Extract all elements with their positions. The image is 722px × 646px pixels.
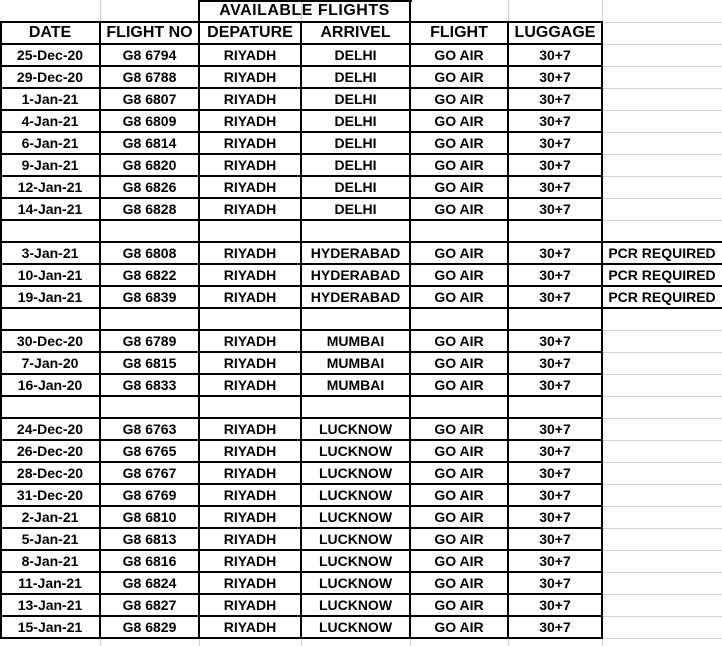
flight-no-cell[interactable]: G8 6810: [122, 509, 177, 525]
arrival-cell[interactable]: DELHI: [334, 157, 377, 173]
flight-no-cell[interactable]: G8 6829: [122, 619, 177, 635]
cell-border: [0, 396, 2, 418]
arrival-cell[interactable]: DELHI: [334, 179, 377, 195]
departure-cell[interactable]: RIYADH: [223, 113, 277, 129]
date-cell[interactable]: 25-Dec-20: [16, 47, 84, 63]
arrival-cell[interactable]: HYDERABAD: [310, 289, 401, 305]
cell-border: [198, 330, 200, 396]
flight-no-cell[interactable]: G8 6769: [122, 487, 177, 503]
date-cell[interactable]: 26-Dec-20: [16, 443, 84, 459]
luggage-cell[interactable]: 30+7: [539, 135, 571, 151]
cell-border: [99, 308, 101, 330]
cell-border: [0, 22, 2, 220]
date-cell[interactable]: 3-Jan-21: [21, 245, 79, 261]
cell-border: [198, 22, 200, 220]
arrival-cell[interactable]: LUCKNOW: [318, 465, 393, 481]
arrival-cell[interactable]: LUCKNOW: [318, 443, 393, 459]
flight-no-cell[interactable]: G8 6814: [122, 135, 177, 151]
flight-no-cell[interactable]: G8 6824: [122, 575, 177, 591]
cell-border: [0, 263, 722, 265]
cell-border: [300, 308, 302, 330]
arrival-cell[interactable]: LUCKNOW: [318, 553, 393, 569]
cell-border: [507, 330, 509, 396]
arrival-cell[interactable]: HYDERABAD: [310, 267, 401, 283]
date-cell[interactable]: 4-Jan-21: [21, 113, 79, 129]
arrival-cell[interactable]: HYDERABAD: [310, 245, 401, 261]
flight-no-cell[interactable]: G8 6808: [122, 245, 177, 261]
departure-cell[interactable]: RIYADH: [223, 553, 277, 569]
cell-border: [409, 0, 411, 22]
airline-cell[interactable]: GO AIR: [434, 619, 484, 635]
flight-no-cell[interactable]: G8 6813: [122, 531, 177, 547]
arrival-cell[interactable]: DELHI: [334, 113, 377, 129]
arrival-cell[interactable]: LUCKNOW: [318, 487, 393, 503]
departure-cell[interactable]: RIYADH: [223, 509, 277, 525]
date-cell[interactable]: 2-Jan-21: [21, 509, 79, 525]
departure-cell[interactable]: RIYADH: [223, 355, 277, 371]
cell-border: [300, 418, 302, 638]
cell-border: [409, 418, 411, 638]
cell-border: [199, 0, 412, 2]
column-header-date[interactable]: DATE: [28, 24, 72, 41]
arrival-cell[interactable]: MUMBAI: [326, 333, 385, 349]
arrival-cell[interactable]: DELHI: [334, 69, 377, 85]
arrival-cell[interactable]: MUMBAI: [326, 377, 385, 393]
column-header-departure[interactable]: DEPATURE: [207, 24, 293, 41]
departure-cell[interactable]: RIYADH: [223, 157, 277, 173]
date-cell[interactable]: 8-Jan-21: [21, 553, 79, 569]
airline-cell[interactable]: GO AIR: [434, 135, 484, 151]
luggage-cell[interactable]: 30+7: [539, 355, 571, 371]
column-header-luggage[interactable]: LUGGAGE: [514, 24, 596, 41]
date-cell[interactable]: 6-Jan-21: [21, 135, 79, 151]
departure-cell[interactable]: RIYADH: [223, 465, 277, 481]
cell-border: [0, 220, 2, 242]
departure-cell[interactable]: RIYADH: [223, 575, 277, 591]
airline-cell[interactable]: GO AIR: [434, 355, 484, 371]
cell-border: [99, 242, 101, 308]
flight-no-cell[interactable]: G8 6788: [122, 69, 177, 85]
luggage-cell[interactable]: 30+7: [539, 509, 571, 525]
arrival-cell[interactable]: MUMBAI: [326, 355, 385, 371]
airline-cell[interactable]: GO AIR: [434, 157, 484, 173]
cell-border: [409, 396, 411, 418]
date-cell[interactable]: 14-Jan-21: [17, 201, 83, 217]
flight-no-cell[interactable]: G8 6822: [122, 267, 177, 283]
date-cell[interactable]: 19-Jan-21: [17, 289, 83, 305]
arrival-cell[interactable]: LUCKNOW: [318, 421, 393, 437]
arrival-cell[interactable]: DELHI: [334, 47, 377, 63]
cell-border: [507, 396, 509, 418]
departure-cell[interactable]: RIYADH: [223, 597, 277, 613]
departure-cell[interactable]: RIYADH: [223, 619, 277, 635]
flight-no-cell[interactable]: G8 6765: [122, 443, 177, 459]
flight-no-cell[interactable]: G8 6828: [122, 201, 177, 217]
luggage-cell[interactable]: 30+7: [539, 575, 571, 591]
cell-border: [0, 241, 722, 243]
departure-cell[interactable]: RIYADH: [223, 69, 277, 85]
luggage-cell[interactable]: 30+7: [539, 289, 571, 305]
airline-cell[interactable]: GO AIR: [434, 465, 484, 481]
cell-border: [507, 308, 509, 330]
flight-no-cell[interactable]: G8 6826: [122, 179, 177, 195]
date-cell[interactable]: 30-Dec-20: [16, 333, 84, 349]
airline-cell[interactable]: GO AIR: [434, 553, 484, 569]
cell-border: [507, 22, 509, 220]
departure-cell[interactable]: RIYADH: [223, 201, 277, 217]
airline-cell[interactable]: GO AIR: [434, 421, 484, 437]
column-header-airline[interactable]: FLIGHT: [430, 24, 488, 41]
cell-border: [198, 220, 200, 242]
cell-border: [507, 220, 509, 242]
arrival-cell[interactable]: LUCKNOW: [318, 619, 393, 635]
date-cell[interactable]: 9-Jan-21: [21, 157, 79, 173]
luggage-cell[interactable]: 30+7: [539, 157, 571, 173]
departure-cell[interactable]: RIYADH: [223, 377, 277, 393]
date-cell[interactable]: 7-Jan-20: [21, 355, 79, 371]
cell-border: [198, 242, 200, 308]
luggage-cell[interactable]: 30+7: [539, 113, 571, 129]
airline-cell[interactable]: GO AIR: [434, 509, 484, 525]
departure-cell[interactable]: RIYADH: [223, 245, 277, 261]
cell-border: [300, 242, 302, 308]
cell-border: [601, 220, 603, 242]
departure-cell[interactable]: RIYADH: [223, 267, 277, 283]
luggage-cell[interactable]: 30+7: [539, 69, 571, 85]
cell-border: [0, 308, 2, 330]
note-cell[interactable]: PCR REQUIRED: [608, 267, 716, 283]
cell-border: [601, 22, 603, 220]
flight-no-cell[interactable]: G8 6767: [122, 465, 177, 481]
luggage-cell[interactable]: 30+7: [539, 333, 571, 349]
departure-cell[interactable]: RIYADH: [223, 443, 277, 459]
flight-no-cell[interactable]: G8 6794: [122, 47, 177, 63]
arrival-cell[interactable]: LUCKNOW: [318, 597, 393, 613]
luggage-cell[interactable]: 30+7: [539, 377, 571, 393]
departure-cell[interactable]: RIYADH: [223, 91, 277, 107]
note-cell[interactable]: PCR REQUIRED: [608, 289, 716, 305]
column-header-flight-no[interactable]: FLIGHT NO: [106, 24, 193, 41]
luggage-cell[interactable]: 30+7: [539, 531, 571, 547]
airline-cell[interactable]: GO AIR: [434, 487, 484, 503]
flight-no-cell[interactable]: G8 6820: [122, 157, 177, 173]
date-cell[interactable]: 12-Jan-21: [17, 179, 83, 195]
luggage-cell[interactable]: 30+7: [539, 597, 571, 613]
cell-border: [0, 285, 722, 287]
luggage-cell[interactable]: 30+7: [539, 465, 571, 481]
luggage-cell[interactable]: 30+7: [539, 553, 571, 569]
cell-border: [99, 22, 101, 220]
airline-cell[interactable]: GO AIR: [434, 575, 484, 591]
date-cell[interactable]: 1-Jan-21: [21, 91, 79, 107]
cell-border: [99, 220, 101, 242]
arrival-cell[interactable]: DELHI: [334, 201, 377, 217]
departure-cell[interactable]: RIYADH: [223, 289, 277, 305]
airline-cell[interactable]: GO AIR: [434, 289, 484, 305]
arrival-cell[interactable]: DELHI: [334, 135, 377, 151]
luggage-cell[interactable]: 30+7: [539, 487, 571, 503]
arrival-cell[interactable]: LUCKNOW: [318, 575, 393, 591]
luggage-cell[interactable]: 30+7: [539, 179, 571, 195]
airline-cell[interactable]: GO AIR: [434, 267, 484, 283]
cell-border: [601, 242, 603, 308]
departure-cell[interactable]: RIYADH: [223, 47, 277, 63]
flight-no-cell[interactable]: G8 6815: [122, 355, 177, 371]
cell-border: [198, 418, 200, 638]
luggage-cell[interactable]: 30+7: [539, 47, 571, 63]
cell-border: [0, 242, 2, 308]
sheet-title[interactable]: AVAILABLE FLIGHTS: [219, 2, 390, 19]
cell-border: [99, 330, 101, 396]
date-cell[interactable]: 28-Dec-20: [16, 465, 84, 481]
arrival-cell[interactable]: LUCKNOW: [318, 509, 393, 525]
flight-no-cell[interactable]: G8 6763: [122, 421, 177, 437]
flight-no-cell[interactable]: G8 6816: [122, 553, 177, 569]
luggage-cell[interactable]: 30+7: [539, 201, 571, 217]
cell-border: [198, 308, 200, 330]
date-cell[interactable]: 24-Dec-20: [16, 421, 84, 437]
departure-cell[interactable]: RIYADH: [223, 333, 277, 349]
cell-border: [0, 330, 2, 396]
cell-border: [300, 330, 302, 396]
date-cell[interactable]: 31-Dec-20: [16, 487, 84, 503]
date-cell[interactable]: 15-Jan-21: [17, 619, 83, 635]
luggage-cell[interactable]: 30+7: [539, 267, 571, 283]
cell-border: [0, 307, 722, 309]
column-header-arrival[interactable]: ARRIVEL: [320, 24, 391, 41]
airline-cell[interactable]: GO AIR: [434, 531, 484, 547]
cell-border: [99, 396, 101, 418]
airline-cell[interactable]: GO AIR: [434, 245, 484, 261]
departure-cell[interactable]: RIYADH: [223, 135, 277, 151]
cell-border: [601, 418, 603, 638]
airline-cell[interactable]: GO AIR: [434, 443, 484, 459]
cell-border: [507, 242, 509, 308]
date-cell[interactable]: 5-Jan-21: [21, 531, 79, 547]
cell-border: [409, 330, 411, 396]
airline-cell[interactable]: GO AIR: [434, 179, 484, 195]
cell-border: [300, 396, 302, 418]
cell-border: [0, 418, 2, 638]
cell-border: [99, 418, 101, 638]
airline-cell[interactable]: GO AIR: [434, 91, 484, 107]
flight-no-cell[interactable]: G8 6789: [122, 333, 177, 349]
departure-cell[interactable]: RIYADH: [223, 487, 277, 503]
arrival-cell[interactable]: LUCKNOW: [318, 531, 393, 547]
cell-border: [601, 308, 603, 330]
date-cell[interactable]: 29-Dec-20: [16, 69, 84, 85]
cell-border: [507, 418, 509, 638]
flight-no-cell[interactable]: G8 6827: [122, 597, 177, 613]
cell-border: [409, 308, 411, 330]
departure-cell[interactable]: RIYADH: [223, 421, 277, 437]
airline-cell[interactable]: GO AIR: [434, 597, 484, 613]
cell-border: [409, 242, 411, 308]
airline-cell[interactable]: GO AIR: [434, 377, 484, 393]
note-cell[interactable]: PCR REQUIRED: [608, 245, 716, 261]
cell-border: [300, 220, 302, 242]
date-cell[interactable]: 10-Jan-21: [17, 267, 83, 283]
luggage-cell[interactable]: 30+7: [539, 619, 571, 635]
flight-no-cell[interactable]: G8 6807: [122, 91, 177, 107]
cell-border: [300, 22, 302, 220]
airline-cell[interactable]: GO AIR: [434, 201, 484, 217]
luggage-cell[interactable]: 30+7: [539, 91, 571, 107]
cell-border: [198, 0, 200, 22]
airline-cell[interactable]: GO AIR: [434, 47, 484, 63]
luggage-cell[interactable]: 30+7: [539, 245, 571, 261]
date-cell[interactable]: 13-Jan-21: [17, 597, 83, 613]
departure-cell[interactable]: RIYADH: [223, 179, 277, 195]
flight-no-cell[interactable]: G8 6809: [122, 113, 177, 129]
arrival-cell[interactable]: DELHI: [334, 91, 377, 107]
departure-cell[interactable]: RIYADH: [223, 531, 277, 547]
cell-border: [198, 396, 200, 418]
cell-border: [601, 396, 603, 418]
date-cell[interactable]: 16-Jan-20: [17, 377, 83, 393]
cell-border: [409, 22, 411, 220]
luggage-cell[interactable]: 30+7: [539, 443, 571, 459]
airline-cell[interactable]: GO AIR: [434, 113, 484, 129]
date-cell[interactable]: 11-Jan-21: [18, 575, 82, 591]
flight-no-cell[interactable]: G8 6833: [122, 377, 177, 393]
cell-border: [601, 330, 603, 396]
luggage-cell[interactable]: 30+7: [539, 421, 571, 437]
airline-cell[interactable]: GO AIR: [434, 333, 484, 349]
flight-no-cell[interactable]: G8 6839: [122, 289, 177, 305]
airline-cell[interactable]: GO AIR: [434, 69, 484, 85]
cell-border: [409, 220, 411, 242]
